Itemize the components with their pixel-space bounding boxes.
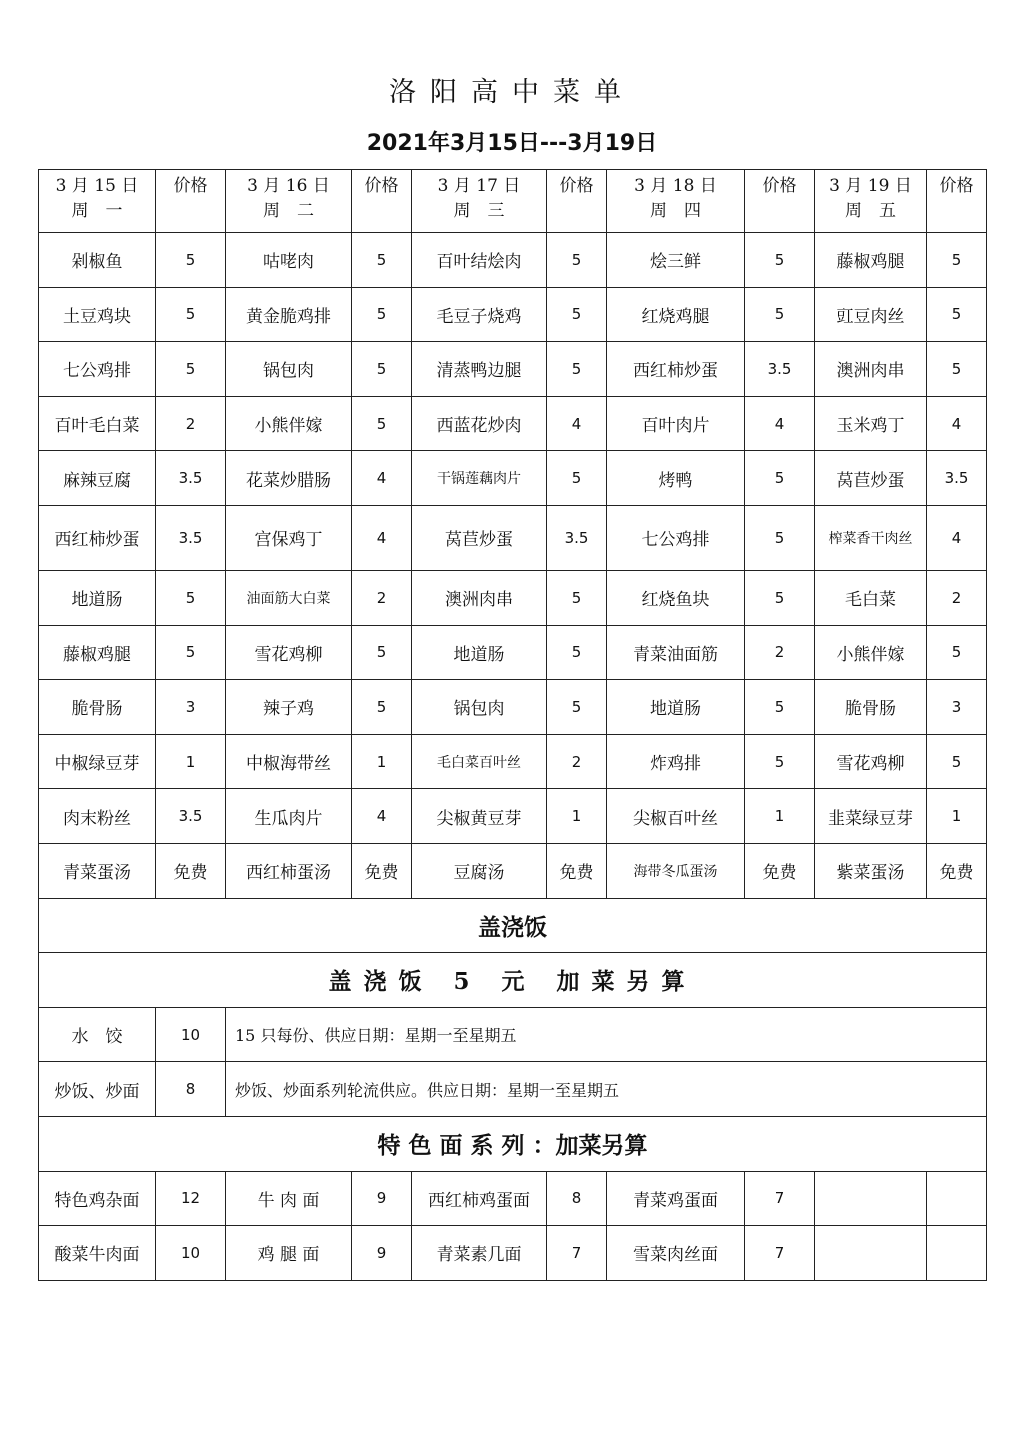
dish-name: 藤椒鸡腿 — [39, 625, 156, 680]
dish-name: 土豆鸡块 — [39, 287, 156, 342]
header-row — [39, 170, 987, 233]
dish-name: 澳洲肉串 — [412, 570, 547, 625]
dish-name: 西蓝花炒肉 — [412, 396, 547, 451]
day-date: 3 月 16 日 — [247, 176, 330, 196]
noodle-price: 7 — [745, 1171, 815, 1226]
dish-price: 5 — [547, 342, 607, 397]
dish-price: 4 — [745, 396, 815, 451]
table-row — [39, 287, 987, 342]
dish-price: 5 — [156, 342, 226, 397]
dish-name: 百叶结烩肉 — [412, 233, 547, 288]
dish-name: 锅包肉 — [412, 680, 547, 735]
dish-price: 5 — [352, 680, 412, 735]
noodle-price: 9 — [352, 1226, 412, 1281]
noodle-name: 雪菜肉丝面 — [607, 1226, 745, 1281]
dish-price: 4 — [547, 396, 607, 451]
dish-name: 烩三鲜 — [607, 233, 745, 288]
dish-price: 免费 — [547, 843, 607, 898]
day-date: 3 月 15 日 — [55, 176, 139, 196]
extra-desc: 炒饭、炒面系列轮流供应。供应日期：星期一至星期五 — [226, 1062, 987, 1117]
dish-name: 脆骨肠 — [39, 680, 156, 735]
dish-name: 紫菜蛋汤 — [815, 843, 927, 898]
dish-name: 红烧鱼块 — [607, 570, 745, 625]
dish-name: 豆腐汤 — [412, 843, 547, 898]
empty-cell — [927, 1226, 987, 1281]
dish-name: 红烧鸡腿 — [607, 287, 745, 342]
dish-name: 青菜蛋汤 — [39, 843, 156, 898]
dish-price: 5 — [352, 625, 412, 680]
dish-price: 3.5 — [547, 505, 607, 570]
dish-name: 小熊伴嫁 — [226, 396, 352, 451]
dish-price: 4 — [352, 789, 412, 844]
noodle-name: 特色鸡杂面 — [39, 1171, 156, 1226]
dish-name: 生瓜肉片 — [226, 789, 352, 844]
dish-price: 5 — [547, 233, 607, 288]
dish-price: 1 — [927, 789, 987, 844]
dish-name: 毛豆子烧鸡 — [412, 287, 547, 342]
noodle-row — [39, 1226, 987, 1281]
dish-name: 小熊伴嫁 — [815, 625, 927, 680]
noodle-price: 10 — [156, 1226, 226, 1281]
extra-price: 10 — [156, 1007, 226, 1062]
day-weekday: 周 三 — [453, 201, 505, 221]
table-row — [39, 843, 987, 898]
dish-name: 澳洲肉串 — [815, 342, 927, 397]
dish-name: 榨菜香干肉丝 — [815, 505, 927, 570]
price-header: 价格 — [352, 170, 412, 233]
dish-price: 5 — [927, 625, 987, 680]
dish-price: 5 — [156, 625, 226, 680]
dish-price: 5 — [156, 287, 226, 342]
empty-cell — [927, 1171, 987, 1226]
day-date: 3 月 19 日 — [829, 176, 912, 196]
dish-price: 5 — [156, 570, 226, 625]
dish-price: 5 — [352, 342, 412, 397]
dish-price: 3.5 — [927, 451, 987, 506]
dish-price: 5 — [547, 287, 607, 342]
dish-name: 烤鸭 — [607, 451, 745, 506]
price-header: 价格 — [547, 170, 607, 233]
table-row — [39, 680, 987, 735]
dish-name: 韭菜绿豆芽 — [815, 789, 927, 844]
dish-name: 西红柿炒蛋 — [607, 342, 745, 397]
dish-name: 七公鸡排 — [39, 342, 156, 397]
dish-price: 3.5 — [156, 505, 226, 570]
dish-name: 地道肠 — [39, 570, 156, 625]
dish-price: 1 — [352, 734, 412, 789]
table-row — [39, 734, 987, 789]
dish-name: 海带冬瓜蛋汤 — [607, 843, 745, 898]
dish-name: 中椒海带丝 — [226, 734, 352, 789]
date-range: 2021年3月15日---3月19日 — [366, 131, 658, 156]
dish-name: 莴苣炒蛋 — [412, 505, 547, 570]
dish-price: 1 — [745, 789, 815, 844]
dish-name: 辣子鸡 — [226, 680, 352, 735]
dish-name: 西红柿炒蛋 — [39, 505, 156, 570]
extra-name: 水 饺 — [39, 1007, 156, 1062]
dish-price: 免费 — [352, 843, 412, 898]
dish-name: 青菜油面筋 — [607, 625, 745, 680]
dish-price: 5 — [156, 233, 226, 288]
price-header: 价格 — [927, 170, 987, 233]
table-row — [39, 789, 987, 844]
day-date: 3 月 18 日 — [634, 176, 717, 196]
noodle-price: 12 — [156, 1171, 226, 1226]
dish-price: 2 — [745, 625, 815, 680]
section-title-gaijiao: 盖浇饭 — [39, 898, 987, 953]
dish-price: 免费 — [156, 843, 226, 898]
dish-price: 5 — [745, 734, 815, 789]
dish-price: 5 — [745, 680, 815, 735]
price-header: 价格 — [156, 170, 226, 233]
dish-name: 黄金脆鸡排 — [226, 287, 352, 342]
dish-name: 百叶毛白菜 — [39, 396, 156, 451]
dish-price: 2 — [927, 570, 987, 625]
day-header — [607, 170, 745, 233]
extra-row — [39, 1007, 987, 1062]
section-title-noodles: 特 色 面 系 列 ：加菜另算 — [39, 1116, 987, 1171]
noodle-name: 酸菜牛肉面 — [39, 1226, 156, 1281]
noodle-price: 8 — [547, 1171, 607, 1226]
dish-name: 藤椒鸡腿 — [815, 233, 927, 288]
day-weekday: 周 四 — [650, 201, 701, 221]
dish-name: 炸鸡排 — [607, 734, 745, 789]
dish-name: 中椒绿豆芽 — [39, 734, 156, 789]
day-weekday: 周 二 — [263, 201, 314, 221]
table-row — [39, 451, 987, 506]
dish-name: 花菜炒腊肠 — [226, 451, 352, 506]
menu-table — [38, 169, 987, 1281]
page-title: 洛阳高中菜单 — [389, 77, 635, 108]
dish-name: 咕咾肉 — [226, 233, 352, 288]
day-header — [412, 170, 547, 233]
dish-price: 5 — [745, 233, 815, 288]
dish-name: 雪花鸡柳 — [815, 734, 927, 789]
noodle-name: 鸡 腿 面 — [226, 1226, 352, 1281]
dish-price: 5 — [547, 570, 607, 625]
noodle-price: 9 — [352, 1171, 412, 1226]
dish-name: 尖椒百叶丝 — [607, 789, 745, 844]
table-row — [39, 625, 987, 680]
noodle-price: 7 — [547, 1226, 607, 1281]
dish-name: 肉末粉丝 — [39, 789, 156, 844]
dish-name: 雪花鸡柳 — [226, 625, 352, 680]
dish-price: 5 — [927, 287, 987, 342]
dish-price: 4 — [352, 451, 412, 506]
table-row — [39, 233, 987, 288]
dish-name: 莴苣炒蛋 — [815, 451, 927, 506]
noodle-row — [39, 1171, 987, 1226]
extra-row — [39, 1062, 987, 1117]
table-row — [39, 570, 987, 625]
dish-price: 5 — [352, 396, 412, 451]
dish-name: 麻辣豆腐 — [39, 451, 156, 506]
dish-price: 5 — [547, 451, 607, 506]
dish-price: 2 — [156, 396, 226, 451]
noodle-name: 西红柿鸡蛋面 — [412, 1171, 547, 1226]
dish-price: 5 — [927, 734, 987, 789]
dish-price: 5 — [352, 233, 412, 288]
dish-name: 七公鸡排 — [607, 505, 745, 570]
dish-price: 免费 — [927, 843, 987, 898]
noodle-price: 7 — [745, 1226, 815, 1281]
day-date: 3 月 17 日 — [437, 176, 521, 196]
dish-name: 百叶肉片 — [607, 396, 745, 451]
extra-desc: 15 只每份、供应日期：星期一至星期五 — [226, 1007, 987, 1062]
dish-name: 宫保鸡丁 — [226, 505, 352, 570]
dish-name: 豇豆肉丝 — [815, 287, 927, 342]
dish-price: 4 — [352, 505, 412, 570]
section-row — [39, 898, 987, 953]
day-weekday: 周 五 — [845, 201, 896, 221]
dish-name: 地道肠 — [412, 625, 547, 680]
dish-price: 1 — [547, 789, 607, 844]
table-row — [39, 396, 987, 451]
dish-name: 玉米鸡丁 — [815, 396, 927, 451]
dish-price: 5 — [745, 570, 815, 625]
section-row — [39, 953, 987, 1008]
day-header — [226, 170, 352, 233]
dish-price: 5 — [352, 287, 412, 342]
dish-price: 3 — [927, 680, 987, 735]
dish-price: 3.5 — [156, 451, 226, 506]
dish-name: 锅包肉 — [226, 342, 352, 397]
dish-price: 免费 — [745, 843, 815, 898]
dish-price: 2 — [547, 734, 607, 789]
dish-price: 4 — [927, 396, 987, 451]
dish-name: 清蒸鸭边腿 — [412, 342, 547, 397]
section-gaijiao-price: 盖浇饭 5 元 加菜另算 — [39, 953, 987, 1008]
dish-price: 5 — [547, 680, 607, 735]
dish-price: 1 — [156, 734, 226, 789]
dish-price: 3.5 — [156, 789, 226, 844]
dish-price: 3 — [156, 680, 226, 735]
dish-price: 5 — [745, 451, 815, 506]
section-row — [39, 1116, 987, 1171]
dish-name: 西红柿蛋汤 — [226, 843, 352, 898]
dish-price: 4 — [927, 505, 987, 570]
dish-name: 干锅莲藕肉片 — [412, 451, 547, 506]
table-row — [39, 342, 987, 397]
dish-name: 毛白菜百叶丝 — [412, 734, 547, 789]
dish-price: 5 — [745, 287, 815, 342]
empty-cell — [815, 1226, 927, 1281]
dish-price: 5 — [927, 342, 987, 397]
noodle-name: 牛 肉 面 — [226, 1171, 352, 1226]
empty-cell — [815, 1171, 927, 1226]
dish-name: 尖椒黄豆芽 — [412, 789, 547, 844]
dish-name: 地道肠 — [607, 680, 745, 735]
noodle-name: 青菜素几面 — [412, 1226, 547, 1281]
noodle-name: 青菜鸡蛋面 — [607, 1171, 745, 1226]
dish-name: 剁椒鱼 — [39, 233, 156, 288]
dish-price: 5 — [927, 233, 987, 288]
dish-name: 毛白菜 — [815, 570, 927, 625]
day-weekday: 周 一 — [71, 201, 123, 221]
day-header — [39, 170, 156, 233]
table-row — [39, 505, 987, 570]
dish-price: 3.5 — [745, 342, 815, 397]
dish-name: 油面筋大白菜 — [226, 570, 352, 625]
extra-name: 炒饭、炒面 — [39, 1062, 156, 1117]
dish-price: 5 — [745, 505, 815, 570]
extra-price: 8 — [156, 1062, 226, 1117]
dish-name: 脆骨肠 — [815, 680, 927, 735]
dish-price: 2 — [352, 570, 412, 625]
price-header: 价格 — [745, 170, 815, 233]
dish-price: 5 — [547, 625, 607, 680]
day-header — [815, 170, 927, 233]
